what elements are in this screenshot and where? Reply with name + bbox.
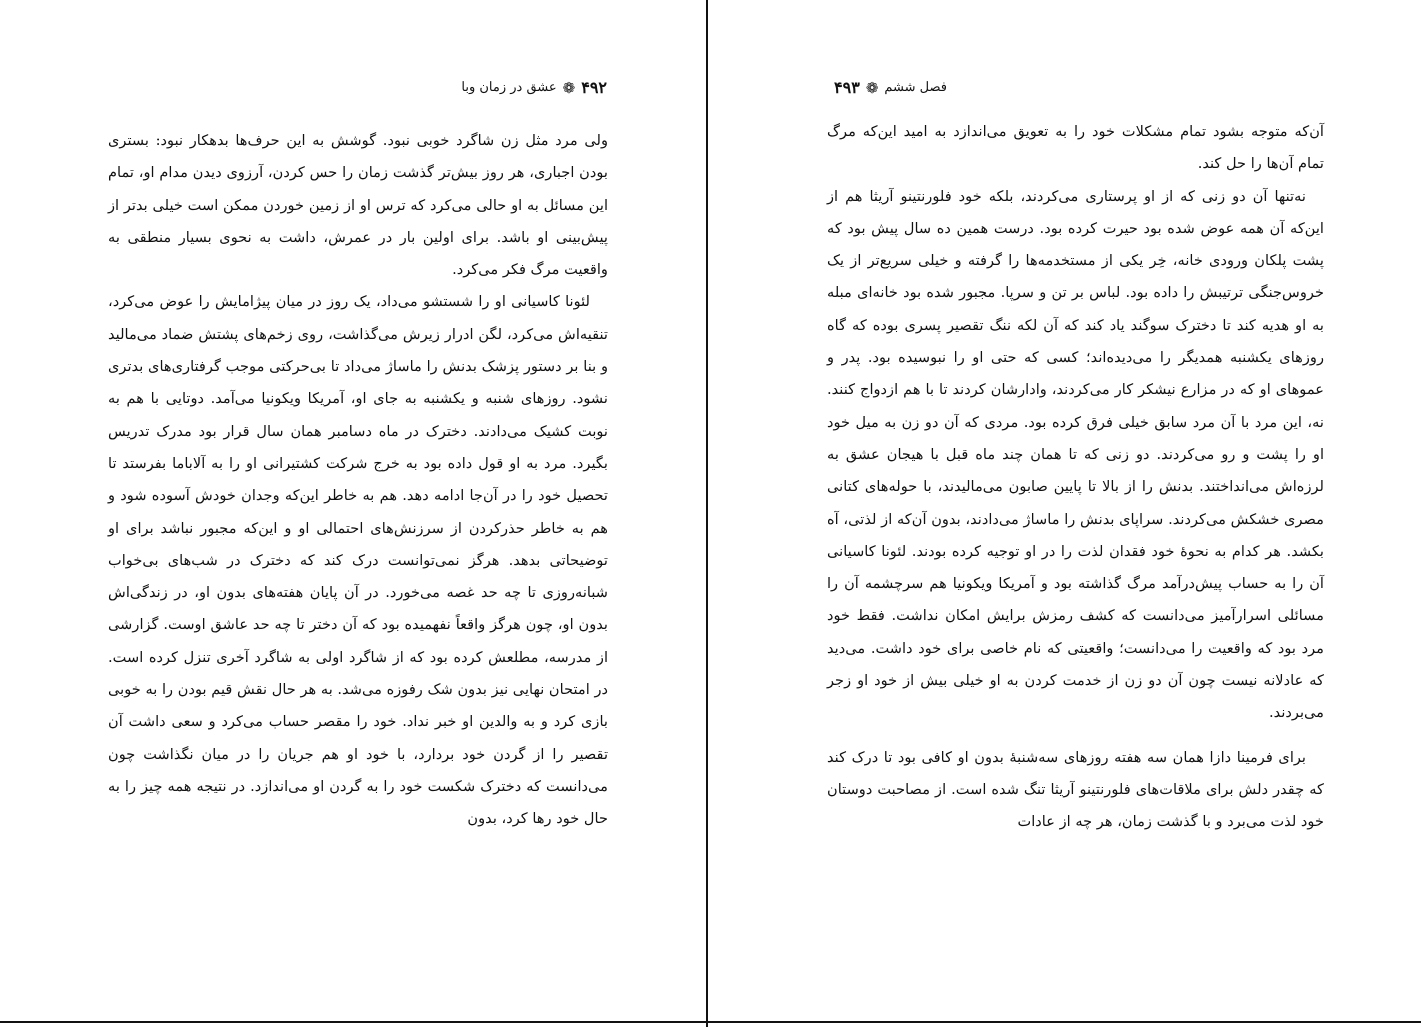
right-page-header (834, 78, 947, 97)
ornament-icon: ❁ (562, 78, 576, 97)
paragraph: برای فرمینا دازا همان سه هفته روزهای سه‌شنبهٔ بدون او کافی بود تا درک کند که چقدر دلش برای ملاقات‌های فلورنتینو آریثا تنگ شده است. از مصاحبت دوستان خود لذت می‌برد و با گذشت زمان، هر چه از عادات (827, 748, 1324, 831)
right-page-body (827, 116, 1324, 839)
left-page-header (461, 78, 607, 97)
right-page-number: ۴۹۳ (834, 78, 860, 97)
page-bottom-edge (0, 1021, 1421, 1023)
chapter-title: فصل ششم (884, 80, 947, 95)
left-page-number: ۴۹۲ (581, 78, 607, 97)
left-page (0, 0, 707, 1027)
paragraph: نه‌تنها آن دو زنی که از او پرستاری می‌کردند، بلکه خود فلورنتینو آریثا هم از این‌که آن همه عوض شده بود حیرت کرده بود. درست همین ده سال پیش بود که پشت پلکان ورودی خانه، خِر یکی از مستخدمه‌ها را گرفته و خیلی سریع‌تر از یک خروس‌جنگی ترتیبش را داده بود. لباس بر تن و سرپا. مجبور شده بود خانه‌ای مبله به او هدیه کند تا دخترک سوگند یاد کند که آن لکه ننگ تقصیر پسری بوده که گاه روزهای یکشنبه همدیگر را می‌دیده‌اند؛ کسی که حتی او را نبوسیده بود. پدر و عموهای او که در مزارع نیشکر کار می‌کردند، وادارشان کردند تا با هم ازدواج کنند. نه، این مرد با آن مرد سابق خیلی فرق کرده بود. مردی که آن دو زن به میل خود او را پشت و رو می‌کردند. دو زنی که تا همان چند ماه قبل با هیجان عشق به لرزه‌اش می‌انداختند. بدنش را از بالا تا پایین صابون می‌مالیدند، با حوله‌های کتانی مصری خشکش می‌کردند. سراپای بدنش را ماساژ می‌دادند، بدون آن‌که از لذتی، آه بکشد. هر کدام به نحوهٔ خود فقدان لذت را در او توجیه کرده بودند. لئونا کاسیانی آن را به حساب پیش‌درآمد مرگ گذاشته بود و آمریکا ویکونیا هم سرچشمه آن را مسائلی اسرارآمیز می‌دانست که کشف رمزش برایش امکان نداشت. فقط خود مرد بود که واقعیت را می‌دانست؛ واقعیتی که نام خاصی برای خود داشت. می‌دید که عادلانه نیست چون آن دو زن از خدمت کردن به او خیلی بیش از خود او زجر می‌بردند. (827, 187, 1324, 722)
book-title: عشق در زمان وبا (461, 80, 557, 95)
left-page-body (108, 125, 608, 836)
paragraph: آن‌که متوجه بشود تمام مشکلات خود را به تعویق می‌اندازد به امید این‌که مرگ تمام آن‌ها را حل کند. (827, 123, 1324, 173)
paragraph: ولی مرد مثل زن شاگرد خوبی نبود. گوشش به این حرف‌ها بدهکار نبود: بستری بودن اجباری، هر روز بیش‌تر گذشت زمان را حس کردن، آرزوی دیدن مدام او، تمام این مسائل به او حالی می‌کرد که ترس او از زمین خوردن ممکن است خیلی بدتر از پیش‌بینی او باشد. برای اولین بار در عمرش، داشت به نحوی بسیار منطقی به واقعیت مرگ فکر می‌کرد. (108, 132, 608, 279)
paragraph: لئونا کاسیانی او را شستشو می‌داد، یک روز در میان پیژامایش را عوض می‌کرد، تنقیه‌اش می‌کرد، لگن ادرار زیرش می‌گذاشت، روی زخم‌های پشتش ضماد می‌مالید و بنا بر دستور پزشک بدنش را ماساژ می‌داد تا بی‌حرکتی موجب گرفتاری‌های بدتری نشود. روزهای شنبه و یکشنبه به جای او، آمریکا ویکونیا می‌آمد. دوتایی با هم به نوبت کشیک می‌دادند. دخترک در ماه دسامبر همان سال قرار بود مدرک تدریس بگیرد. مرد به او قول داده بود به خرج شرکت کشتیرانی او را به آلاباما بفرستد تا تحصیل خود را در آن‌جا ادامه دهد. هم به خاطر این‌که وجدان خودش آسوده شود و هم به خاطر حذرکردن از سرزنش‌های احتمالی او و این‌که مجبور نباشد برای او توضیحاتی بدهد. هرگز نمی‌توانست درک کند که دخترک در شب‌های بی‌خواب شبانه‌روزی تا چه حد غصه می‌خورد. در آن پایان هفته‌های بدون او، در زندگی‌اش بدون او، چون هرگز واقعاً نفهمیده بود که آن دختر تا چه حد عاشق اوست. گزارشی از مدرسه، مطلعش کرده بود که از شاگرد اولی به شاگرد آخری تنزل کرده است. در امتحان نهایی نیز بدون شک رفوزه می‌شد. به هر حال نقش قیم بودن را به خوبی بازی کرد و به والدین او خبر نداد. خود را مقصر حساب می‌کرد و سعی داشت آن تقصیر را از گردن خود بردارد، با خود او هم جریان را در میان نگذاشت چون می‌دانست که دخترک شکست خود را به گردن او می‌اندازد. در نتیجه همه چیز را به حال خود رها کرد، بدون (108, 293, 608, 828)
page-gutter-divider (706, 0, 708, 1027)
right-page (709, 0, 1421, 1027)
ornament-icon: ❁ (865, 78, 879, 97)
